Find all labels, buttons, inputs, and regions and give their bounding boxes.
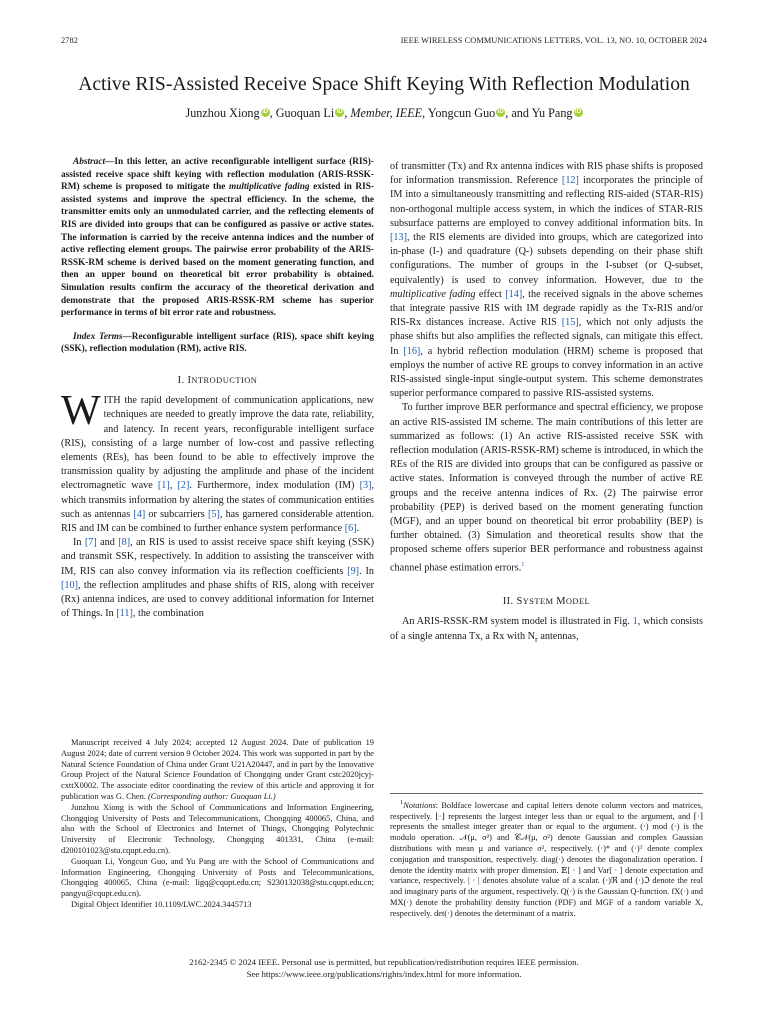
abstract-label: Abstract— [73,157,115,167]
footnote-paragraph: Manuscript received 4 July 2024; accepted 12 August 2024. Date of publication 19 August 2024; date of current version 9 October 2024. This work was supported in part by the Natural Science Foundation of China under Grant U21A20447, and in part by the Innovative Group Project of the Natural Science Foundation of Chongqing under Grant cstc2020jcyj-cxttX0002. The associate editor coordinating the review of this article and approving it for publication was G. Chen. (Corresponding author: Guoquan Li.) [61,738,374,801]
citation-link[interactable]: [1] [157,480,170,492]
contributions-paragraph: To further improve BER performance and spectral efficiency, we propose an active RIS-assisted IM scheme. The main contributions of this letter are summarized as follows: (1) An active RIS-assisted receive SSK with reflection modulation (ARIS-RSSK-RM) scheme is introduced, in which the REs of the RIS are divided into groups that can be configured as passive or active states. Information is conveyed through the number of active RE groups and the receive antenna indices of Rx. (2) The pairwise error probability (PEP) is derived based on the moment generating function (MGF), and an upper bound on theoretical bit error probability (BEP) is further obtained. (3) Simulation and theoretical results show that the proposed scheme offers superior BER performance and robustness against channel phase estimation errors.$^1$ [390,402,703,574]
drop-cap: W [61,388,101,435]
author-name: Yu Pang [531,106,573,120]
citation-link[interactable]: [5] [207,508,220,520]
author-name: Yongcun Guo [427,106,496,120]
citation-link[interactable]: [11] [116,608,133,620]
citation-link[interactable]: [7] [84,537,97,549]
figure-link[interactable]: 1 [632,616,638,628]
citation-link[interactable]: [14] [505,288,523,300]
system-model-paragraph: An ARIS-RSSK-RM system model is illustrated in Fig. 1, which consists of a single antenna Tx, a Rx with $N_r$ antennas, [390,616,703,644]
copyright-footer [0,956,768,980]
right-column [390,160,703,646]
copyright-line: 2162-2345 © 2024 IEEE. Personal use is permitted, but republication/redistribution requires IEEE permission. [189,957,579,967]
paper-title: Active RIS-Assisted Receive Space Shift Keying With Reflection Modulation [78,74,690,95]
citation-link[interactable]: [8] [118,537,131,549]
citation-link[interactable]: [4] [133,508,146,520]
orcid-icon[interactable]: iD [336,109,343,115]
orcid-icon[interactable]: iD [575,109,582,115]
index-terms: Index Terms—Reconfigurable intelligent surface (RIS), space shift keying (SSK), reflection modulation (RM), active RIS. [61,331,374,355]
citation-link[interactable]: [3] [359,480,372,492]
citation-link[interactable]: [9] [347,565,360,577]
citation-link[interactable]: [15] [561,317,579,329]
citation-link[interactable]: [6] [344,522,357,534]
citation-link[interactable]: [2] [177,480,190,492]
footnote-manuscript [61,738,374,911]
abstract: Abstract—In this letter, an active reconfigurable intelligent surface (RIS)-assisted receive space shift keying with reflection modulation (ARIS-RSSK-RM) scheme is proposed to mitigate the multiplicative fading existed in RIS-assisted systems and improve the spectral efficiency. In the scheme, the transmitter emits only an unmodulated carrier, and the reflecting elements of RIS are divided into groups that can be configured as passive or active states. The information is carried by the receive antenna indices and the number of active reflecting element groups. The pairwise error probability of the ARIS-RSSK-RM scheme is derived based on the moment generating function, and then an upper bound on theoretical bit error probability is obtained. Simulation results confirm the accuracy of the theoretical derivation and demonstrate that the proposed ARIS-RSSK-RM scheme has superior performance in terms of bit error rate and robustness. [61,157,374,319]
author-name: Junzhou Xiong [185,106,260,120]
rights-link[interactable]: See https://www.ieee.org/publications/rights/index.html for more information. [246,969,522,979]
intro-paragraph: In [7] and [8], an RIS is used to assist receive space shift keying (SSK) and transmit SSK, respectively. In addition to assisting the transceiver with IM, RIS can also convey information via its reflection coefficients [9]. In [10], the reflection amplitudes and phase shifts of RIS, along with receiver (Rx) antenna indices, are used to convey additional information for Internet of Things. In [11], the combination [61,537,374,620]
footnote-paragraph: Guoquan Li, Yongcun Guo, and Yu Pang are with the School of Communications and Information Engineering, Chongqing University of Posts and Telecommunications, Chongqing 400065, China (e-mail: ligq@cqupt.edu.cn; S230132038@stu.cqupt.edu.cn; pangyu@cqupt.edu.cn). [61,856,374,899]
citation-link[interactable]: [10] [61,579,78,591]
footnote-paragraph: Junzhou Xiong is with the School of Communications and Information Engineering, Chongqing University of Posts and Telecommunications, Chongqing 400065, China, and also with the School of Electronics and Internet of Things, Chongqing Polytechnic University of Electronic Technology, Chongqing 401331, China (e-mail: d200101023@stu.cqupt.edu.cn). [61,802,374,855]
citation-link[interactable]: [13] [390,232,407,244]
body-paragraph: of transmitter (Tx) and Rx antenna indices with RIS phase shifts is proposed for information transmission. Reference [12] incorporates the principle of IM into a simultaneously transmitting and reflecting RIS-aided (STAR-RIS) non-orthogonal multiple access system, in which the indices of STAR-RIS subsurface patterns are employed to convey additional information bits. In [13], the RIS elements are divided into groups, which are categorized into in-phase (I-) and quadrature (Q-) subsets depending on their phase shift configurations. The number of groups in the I-subset (or Q-subset, equivalently) is used to convey information. However, due to the multiplicative fading effect [14], the received signals in the above schemes that integrate passive RIS with IM degrade rapidly as the Tx-RIS and/or RIS-Rx distances increase. Active RIS [15], which not only adjusts the phase shifts but also amplifies the reflected signals, can mitigate this effect. In [16], a hybrid reflection modulation (HRM) scheme is proposed that employs the number of active RE groups to convey information in an active RIS-assisted single-input single-output system. This scheme demonstrates superior performance compared to passive RIS-assisted systems. [390,161,703,400]
citation-link[interactable]: [12] [561,175,579,187]
author-role: Member, IEEE [350,106,423,120]
index-terms-label: Index Terms [73,331,123,342]
left-column [61,156,374,621]
page-number: 2782 [61,36,78,45]
orcid-icon[interactable]: iD [497,109,504,115]
intro-paragraph: WITH the rapid development of communication applications, new techniques are needed to greatly improve the data rate, reliability, and latency. In recent years, reconfigurable intelligent surface (RIS), consisting of a large number of low-cost and passive reflecting elements (REs), has been found to be able to effectively improve the transmission quality by adjusting the amplitude and phase of the incident electromagnetic wave [1], [2]. Furthermore, index modulation (IM) [3], which transmits information by altering the states of communication entities such as antennas [4] or subcarriers [5], has garnered considerable attention. RIS and IM can be combined to further enhance system performance [6]. [61,388,375,534]
citation-link[interactable]: [16] [403,345,421,357]
section-heading: II. SYSTEM MODEL [502,596,591,608]
author-line: Junzhou Xiong iD , Guoquan Li iD , Member, IEEE, Yongcun Guo iD , and Yu Pang iD [185,106,582,120]
footnote-link[interactable]: 1 [521,560,525,568]
doi-line: Digital Object Identifier 10.1109/LWC.2024.3445713 [71,899,252,909]
section-heading: I. INTRODUCTION [177,374,258,386]
orcid-icon[interactable]: iD [262,109,269,115]
footnote-notations [390,793,703,920]
running-header: IEEE WIRELESS COMMUNICATIONS LETTERS, VOL. 13, NO. 10, OCTOBER 2024 [400,36,707,45]
author-name: Guoquan Li [275,106,335,120]
footnote-paragraph: $^1$Notations: Boldface lowercase and capital letters denote column vectors and matrices, respectively. ⌊·⌋ represents the largest integer less than or equal to the argument, and ⌈·⌉ represents the smallest integer greater than or equal to the argument. (·) mod (·) is the modulo operation. 𝒩(μ, σ²) and 𝒞𝒩(μ, σ²) denote Gaussian and complex Gaussian distributions with mean μ and variance σ², respectively. (·)* and (·)ᵀ denote complex conjugation and transposition, respectively. diag(·) denotes the diagonalization operation. I denote the identity matrix with proper dimension. 𝔼[ · ] and Var[ · ] denote expectation and variance, respectively. | · | denotes absolute value of a scalar. (·)ℜ and (·)ℑ denote the real and imaginary parts of the argument, respectively. Q(·) is the Gaussian Q-function. fX(·) and MX(·) denote the probability density function (PDF) and MGF of a random variable X, respectively. det(·) denotes the determinant of a matrix. [390,799,703,918]
